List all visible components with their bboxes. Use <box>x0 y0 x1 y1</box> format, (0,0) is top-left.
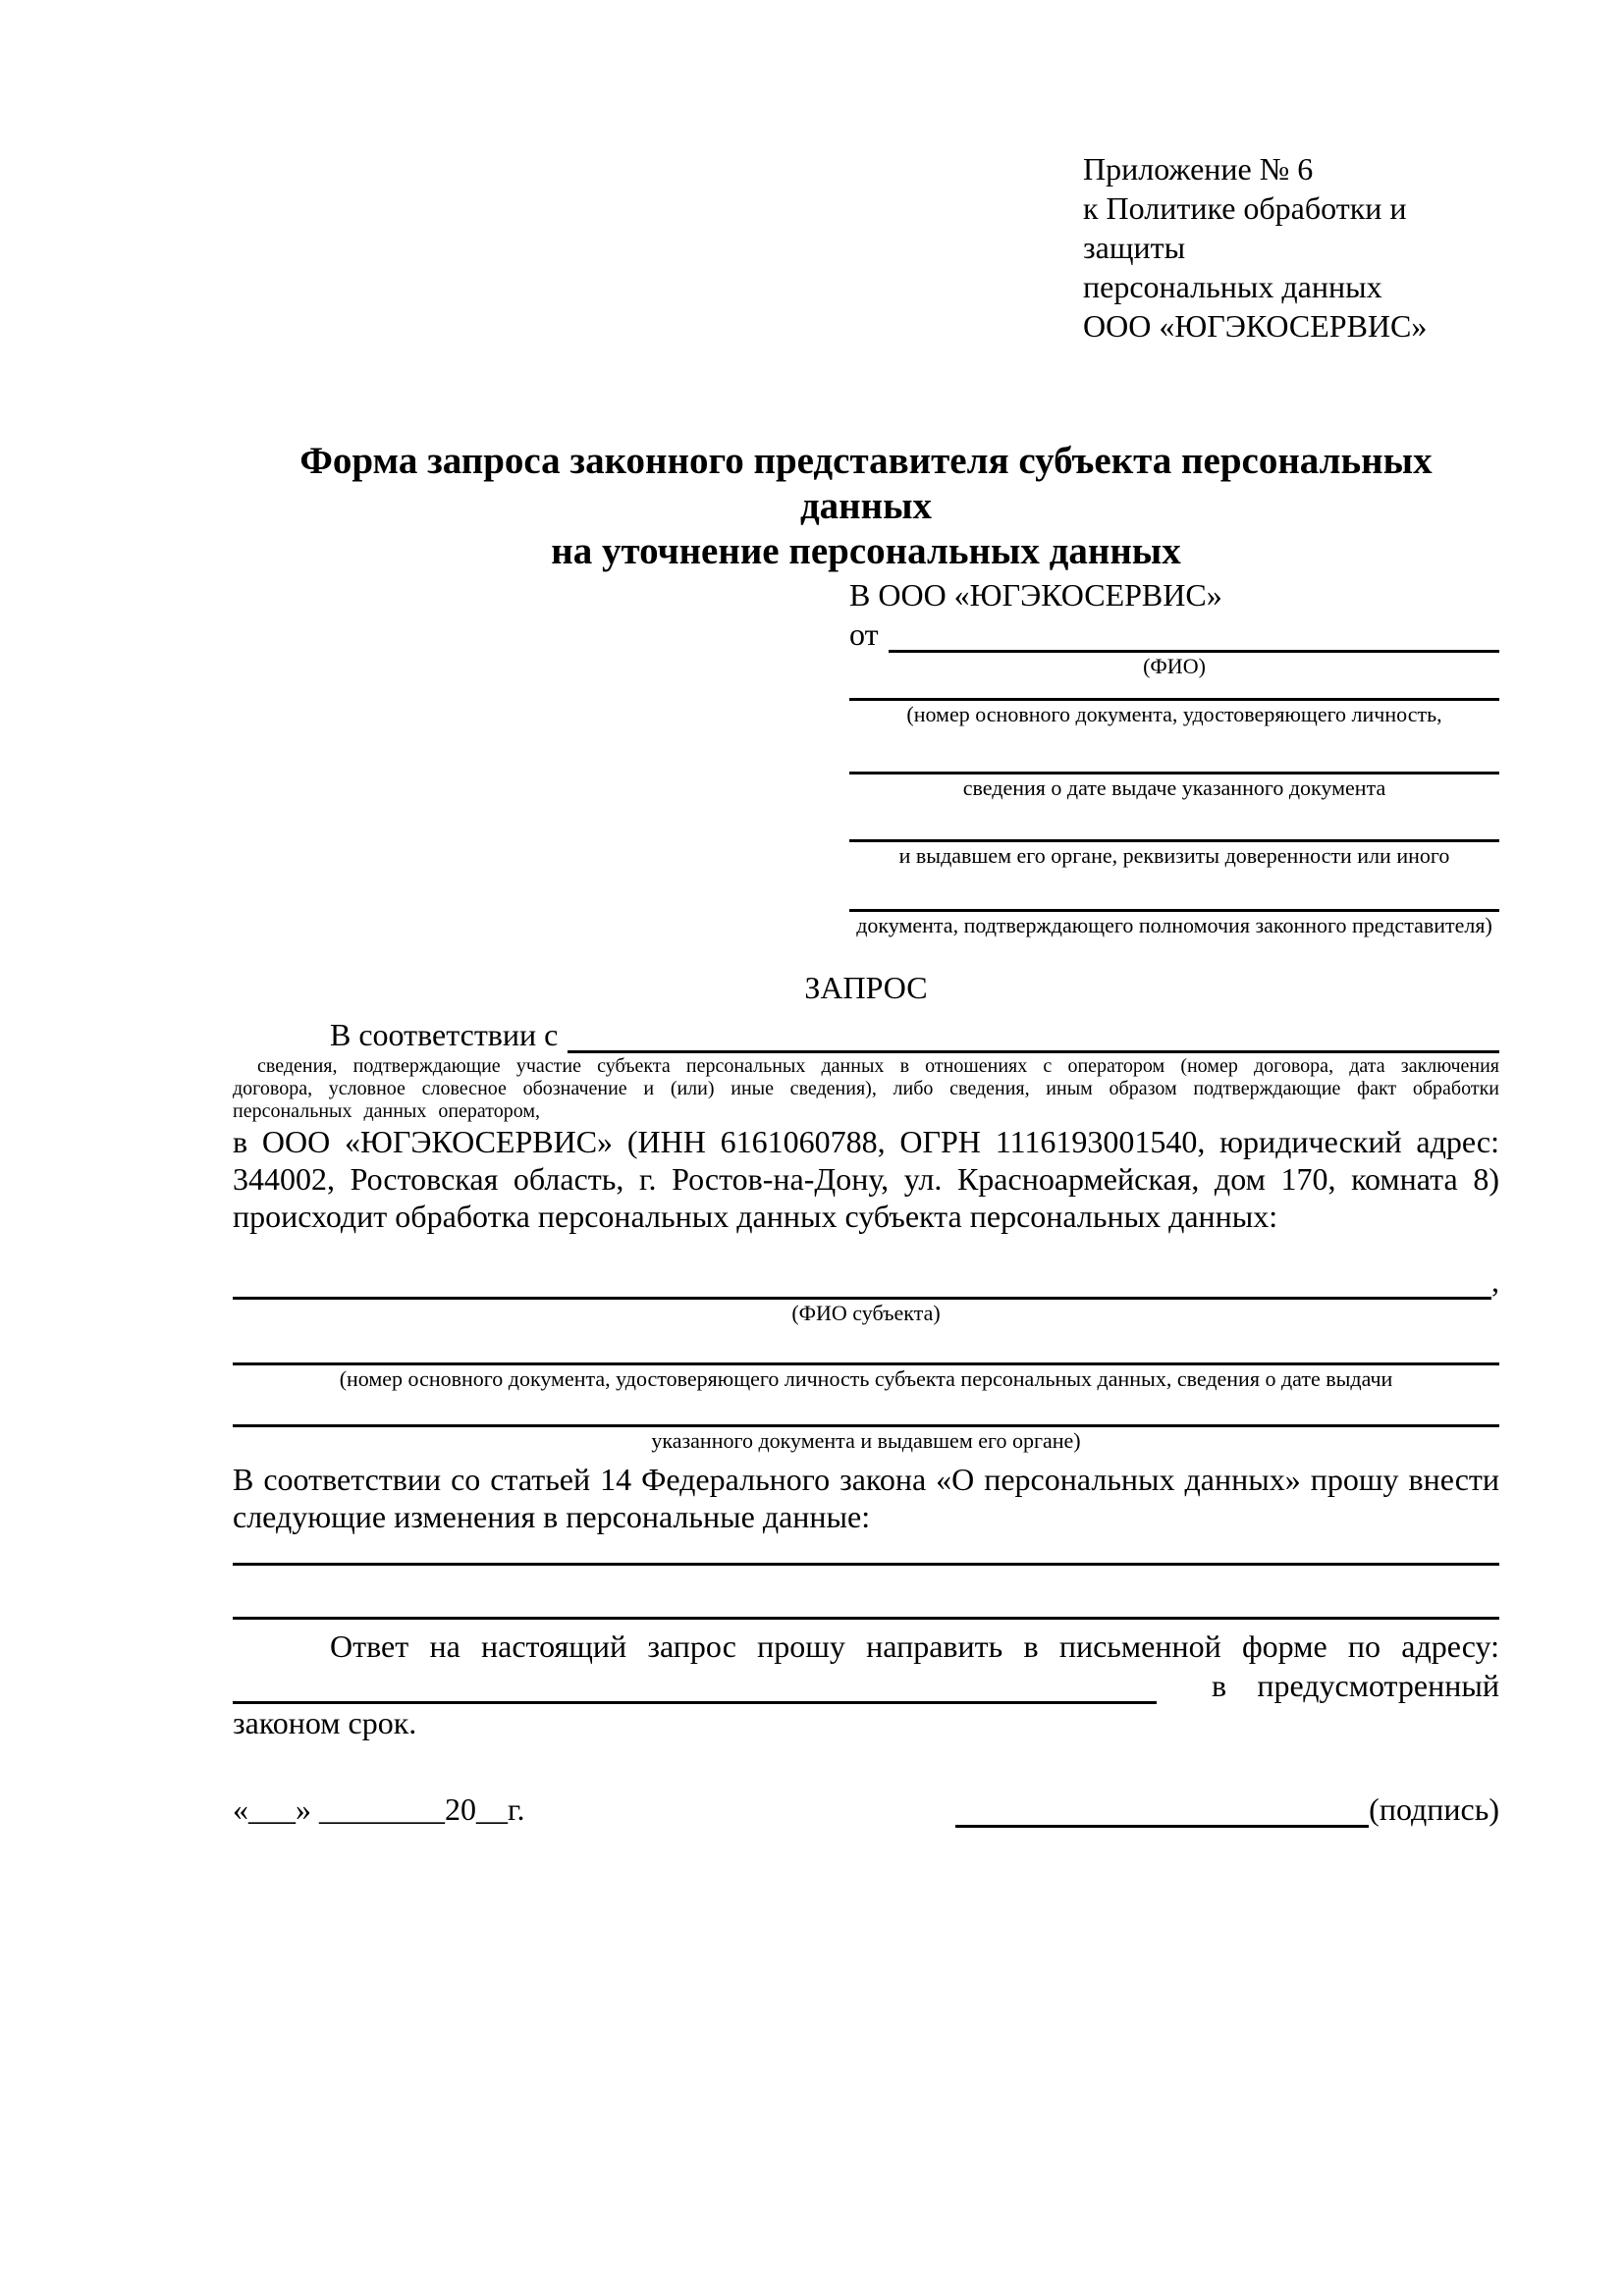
addressee-to: В ООО «ЮГЭКОСЕРВИС» <box>849 577 1222 613</box>
document-content <box>233 149 1499 1828</box>
fill-line-changes-1[interactable] <box>233 1563 1499 1566</box>
subject-fio-comma: , <box>1491 1263 1499 1299</box>
operator-paragraph: в ООО «ЮГЭКОСЕРВИС» (ИНН 6161060788, ОГРН 1116193001540, юридический адрес: 344002, Ростовская область, г. Ростов-на-Дону, ул. Красноармейская, дом 170, комната 8) происходит обработка персональных данных субъекта персональных данных: <box>233 1124 1499 1234</box>
accordance-label: В соответствии с <box>330 1017 559 1052</box>
annex-note-line: персональных данных <box>1083 269 1382 304</box>
document-title-line1: Форма запроса законного представителя субъекта персональных данных <box>299 440 1433 527</box>
fill-line-answer-address[interactable] <box>233 1668 1157 1704</box>
fill-line-representative-fio[interactable] <box>889 616 1499 653</box>
annex-note-line: ООО «ЮГЭКОСЕРВИС» <box>1083 308 1428 344</box>
addressee-block <box>849 574 1499 939</box>
answer-tail-word2: предусмотренный <box>1257 1668 1499 1703</box>
fill-line-subject-fio[interactable] <box>233 1263 1491 1300</box>
request-heading: ЗАПРОС <box>804 970 928 1005</box>
fill-line-accordance[interactable] <box>568 1017 1499 1053</box>
date-signature-row <box>233 1790 1499 1828</box>
caption-representative-doc-2: сведения о дате выдаче указанного документа <box>962 775 1386 800</box>
fill-line-changes-2[interactable] <box>233 1617 1499 1620</box>
accordance-row <box>233 1018 1499 1053</box>
answer-sentence: Ответ на настоящий запрос прошу направить в письменной форме по адресу: <box>330 1629 1499 1664</box>
caption-subject-fio: (ФИО субъекта) <box>791 1301 941 1325</box>
document-title <box>233 439 1499 574</box>
answer-closing: законом срок. <box>233 1705 417 1740</box>
answer-tail-word1: в <box>1212 1668 1227 1703</box>
answer-address-row <box>233 1667 1499 1704</box>
date-placeholder[interactable]: «___» ________20__г. <box>233 1791 525 1827</box>
caption-representative-doc-4: документа, подтверждающего полномочия законного представителя) <box>856 913 1492 937</box>
annex-note-line: к Политике обработки и защиты <box>1083 190 1407 265</box>
caption-subject-doc-1: (номер основного документа, удостоверяющего личность субъекта персональных данных, сведения о дате выдачи <box>339 1366 1393 1391</box>
caption-fio: (ФИО) <box>1143 654 1206 678</box>
caption-representative-doc-3: и выдавшем его органе, реквизиты доверенности или иного <box>898 843 1450 868</box>
article-paragraph: В соответствии со статьей 14 Федерального закона «О персональных данных» прошу внести следующие изменения в персональные данные: <box>233 1462 1499 1534</box>
addressee-from-row <box>849 615 1499 653</box>
addressee-from-label: от <box>849 616 879 652</box>
annex-note-line: Приложение № 6 <box>1083 151 1314 187</box>
signature-caption: (подпись) <box>1369 1791 1499 1827</box>
annex-note <box>1083 149 1499 346</box>
document-title-line2: на уточнение персональных данных <box>551 530 1181 572</box>
caption-subject-doc-2: указанного документа и выдавшем его органе) <box>651 1428 1081 1453</box>
subject-fio-row <box>233 1262 1499 1300</box>
signature-group <box>955 1790 1499 1828</box>
fill-line-signature[interactable] <box>955 1791 1369 1828</box>
caption-representative-doc-1: (номер основного документа, удостоверяющего личность, <box>906 702 1442 726</box>
accordance-footnote: сведения, подтверждающие участие субъекта персональных данных в отношениях с оператором (номер договора, дата заключения договора, условное словесное обозначение и (или) иные сведения), либо сведения, иным образом подтверждающие факт обработки персональных данных оператором, <box>233 1055 1499 1122</box>
